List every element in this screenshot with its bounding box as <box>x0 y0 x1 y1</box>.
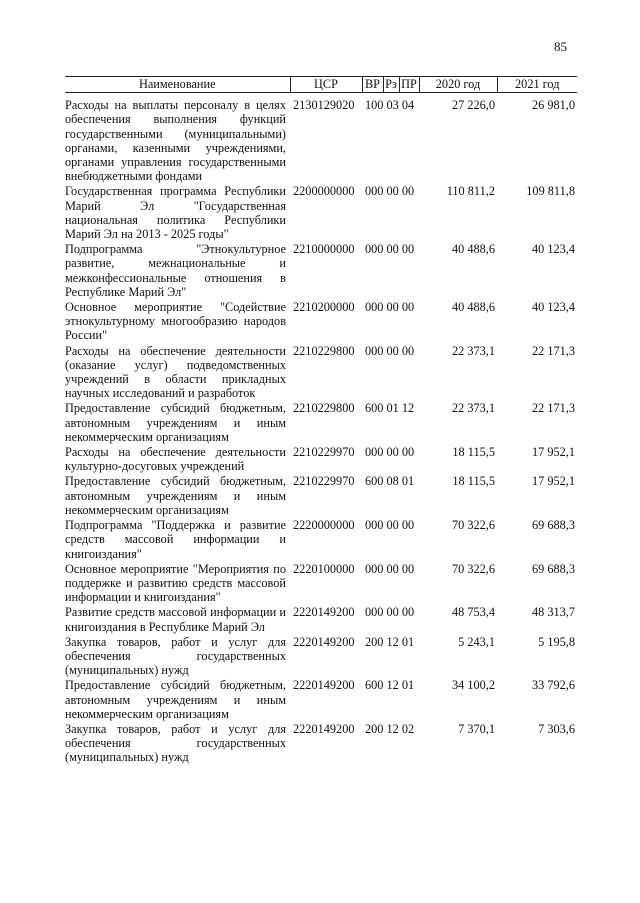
row-name: Закупка товаров, работ и услуг для обеспечения государственных (муниципальных) нужд <box>65 634 286 678</box>
table-body <box>65 93 577 766</box>
row-csr: 2210229800 <box>293 343 355 358</box>
row-name: Расходы на выплаты персоналу в целях обеспечения выполнения функций государственными (муниципальными) органами, казенными учреждениями, органами управления государственными внебюджетными фондами <box>65 98 286 184</box>
row-name: Основное мероприятие "Мероприятия по поддержке и развитию средств массовой информации и книгоиздания" <box>65 561 286 605</box>
row-codes: 000 00 00 <box>365 561 415 576</box>
budget-table <box>65 76 577 766</box>
row-2021: 69 688,3 <box>531 561 575 576</box>
row-codes: 600 08 01 <box>365 474 415 489</box>
header-vr: ВР <box>362 77 383 93</box>
row-name: Государственная программа Республики Марий Эл "Государственная национальная политика Республики Марий Эл на 2013 - 2025 годы" <box>65 184 286 242</box>
row-csr: 2210200000 <box>293 300 355 315</box>
table-row <box>65 635 577 679</box>
row-codes: 600 12 01 <box>365 678 415 693</box>
row-csr: 2210229970 <box>293 445 355 460</box>
row-csr: 2220149200 <box>293 721 355 736</box>
table-row <box>65 184 577 242</box>
row-2020: 48 753,4 <box>451 605 495 620</box>
row-csr: 2220149200 <box>293 605 355 620</box>
row-2021: 22 171,3 <box>531 343 575 358</box>
row-codes: 000 00 00 <box>365 605 415 620</box>
table-row <box>65 445 577 474</box>
row-codes: 000 00 00 <box>365 445 415 460</box>
row-2020: 18 115,5 <box>452 445 495 460</box>
row-csr: 2210229970 <box>293 474 355 489</box>
row-csr: 2210000000 <box>293 242 355 257</box>
row-2020: 18 115,5 <box>452 474 495 489</box>
row-csr: 2220000000 <box>293 518 355 533</box>
row-2020: 5 243,1 <box>458 634 495 649</box>
row-codes: 200 12 02 <box>365 721 415 736</box>
row-2021: 69 688,3 <box>531 518 575 533</box>
row-2020: 70 322,6 <box>451 561 495 576</box>
table-row <box>65 344 577 402</box>
row-2020: 22 373,1 <box>451 343 495 358</box>
row-2021: 17 952,1 <box>531 474 575 489</box>
row-2021: 26 981,0 <box>531 98 575 113</box>
header-csr: ЦСР <box>290 77 362 93</box>
row-codes: 000 00 00 <box>365 300 415 315</box>
row-2020: 40 488,6 <box>451 242 495 257</box>
row-codes: 000 00 00 <box>365 242 415 257</box>
row-csr: 2220100000 <box>293 561 355 576</box>
row-2020: 34 100,2 <box>451 678 495 693</box>
row-name: Предоставление субсидий бюджетным, автономным учреждениям и иным некоммерческим организациям <box>65 401 286 444</box>
row-2020: 27 226,0 <box>451 98 495 113</box>
table-row <box>65 678 577 722</box>
row-2020: 110 811,2 <box>446 184 495 199</box>
row-name: Закупка товаров, работ и услуг для обеспечения государственных (муниципальных) нужд <box>65 721 286 765</box>
row-2021: 22 171,3 <box>531 401 575 416</box>
row-2021: 40 123,4 <box>531 300 575 315</box>
row-2021: 7 303,6 <box>538 721 575 736</box>
row-csr: 2130129020 <box>293 98 355 113</box>
row-codes: 200 12 01 <box>365 634 415 649</box>
row-csr: 2210229800 <box>293 401 355 416</box>
row-csr: 2220149200 <box>293 634 355 649</box>
table-header-row <box>65 77 577 93</box>
row-codes: 000 00 00 <box>365 343 415 358</box>
row-name: Расходы на обеспечение деятельности культурно-досуговых учреждений <box>65 445 286 474</box>
header-2021: 2021 год <box>497 77 577 93</box>
row-2021: 40 123,4 <box>531 242 575 257</box>
page-number: 85 <box>554 39 567 54</box>
table-row <box>65 518 577 562</box>
table-row <box>65 242 577 300</box>
table-row <box>65 401 577 445</box>
row-2021: 33 792,6 <box>531 678 575 693</box>
row-2021: 109 811,8 <box>526 184 575 199</box>
row-2020: 70 322,6 <box>451 518 495 533</box>
row-name: Подпрограмма "Этнокультурное развитие, межнациональные и межконфессиональные отношения в Республике Марий Эл" <box>65 242 286 299</box>
row-2020: 40 488,6 <box>451 300 495 315</box>
row-codes: 000 00 00 <box>365 184 415 199</box>
row-codes: 100 03 04 <box>365 98 415 113</box>
row-name: Основное мероприятие "Содействие этнокультурному многообразию народов России" <box>65 300 286 343</box>
row-name: Развитие средств массовой информации и книгоиздания в Республике Марий Эл <box>65 605 286 634</box>
header-name: Наименование <box>65 77 290 93</box>
row-2021: 5 195,8 <box>538 634 575 649</box>
row-2021: 48 313,7 <box>531 605 575 620</box>
row-codes: 000 00 00 <box>365 518 415 533</box>
table-row <box>65 93 577 185</box>
row-name: Подпрограмма "Поддержка и развитие средств массовой информации и книгоиздания" <box>65 518 286 561</box>
table-row <box>65 474 577 518</box>
table-row <box>65 300 577 344</box>
table-row <box>65 562 577 606</box>
header-2020: 2020 год <box>419 77 497 93</box>
row-csr: 2200000000 <box>293 184 355 199</box>
row-name: Предоставление субсидий бюджетным, автономным учреждениям и иным некоммерческим организациям <box>65 678 286 721</box>
row-codes: 600 01 12 <box>365 401 415 416</box>
row-name: Предоставление субсидий бюджетным, автономным учреждениям и иным некоммерческим организациям <box>65 474 286 517</box>
row-name: Расходы на обеспечение деятельности (оказание услуг) подведомственных учреждений в области прикладных научных исследований и разработок <box>65 343 286 401</box>
row-csr: 2220149200 <box>293 678 355 693</box>
row-2020: 22 373,1 <box>451 401 495 416</box>
row-2021: 17 952,1 <box>531 445 575 460</box>
table-row <box>65 605 577 634</box>
row-2020: 7 370,1 <box>458 721 495 736</box>
table-row <box>65 722 577 766</box>
header-pr: ПР <box>399 77 419 93</box>
header-rz: Рз <box>383 77 399 93</box>
